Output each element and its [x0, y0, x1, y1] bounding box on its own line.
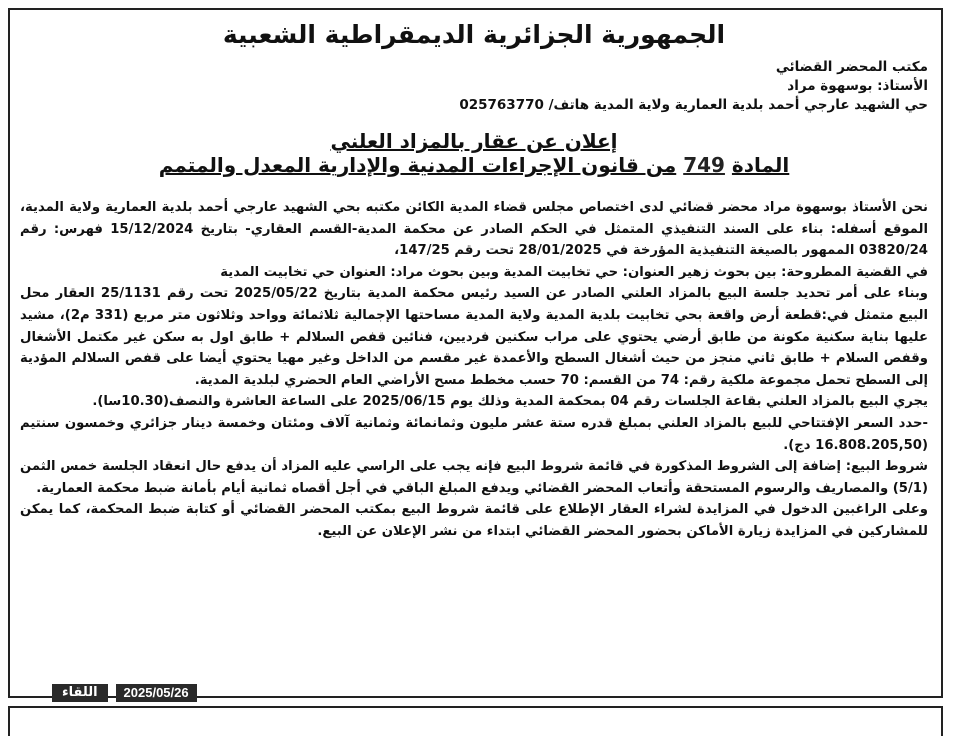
paragraph-auction-date: يجري البيع بالمزاد العلني بقاعة الجلسات رقم 04 بمحكمة المدية وذلك يوم 2025/06/15 على الساعة العاشرة والنصف(10.30سا). — [92, 394, 928, 410]
paragraph-intro: نحن الأستاذ بوسهوة مراد محضر قضائي لدى اختصاص مجلس قضاء المدية الكائن مكتبه بحي الشهيد عارجي أحمد بلدية العمارية ولاية المدية، الموقع أسفله: بناء على السند التنفيذي المتمثل في الحكم الصادر عن محكمة المدية-القسم العقاري- بتاريخ 15/12/2024 فهرس: رقم 03820/24 الممهور بالصيغة التنفيذية المؤرخة في 28/01/2025 تحت رقم 147/25، — [20, 200, 928, 259]
next-document-border — [8, 706, 943, 736]
office-address: حي الشهيد عارجي أحمد بلدية العمارية ولاية المدية هاتف/ 025763770 — [459, 97, 928, 113]
paragraph-parties: في القضية المطروحة: بين بحوث زهير العنوان: حي تخابيت المدية وبين بحوث مراد: العنوان حي تخابيت المدية — [220, 264, 928, 280]
article-prefix: المادة — [731, 153, 790, 177]
office-name: مكتب المحضر القضائي — [775, 59, 928, 75]
notice-body — [20, 197, 928, 543]
article-law: من قانون الإجراءات المدنية والإدارية المعدل والمتمم — [158, 153, 677, 177]
bailiff-name: الأستاذ: بوسهوة مراد — [787, 78, 928, 94]
page-title: الجمهورية الجزائرية الديمقراطية الشعبية — [222, 20, 726, 49]
announcement-heading — [20, 129, 928, 177]
paragraph-opening-price: -حدد السعر الإفتتاحي للبيع بالمزاد العلني بمبلغ قدره ستة عشر مليون وثمانمائة وثمانية آلاف ومئتان وخمسة دينار جزائري وخمسون سنتيم (16.808.205,50 دج). — [20, 415, 928, 453]
paragraph-property: وبناء على أمر تحديد جلسة البيع بالمزاد العلني الصادر عن السيد رئيس محكمة المدية بتاريخ 2025/05/22 تحت رقم 25/1131 العقار محل البيع متمثل في:قطعة أرض واقعة بحي تخابيت بلدية المدية ولاية المدية مساحتها الإجمالية ثلاثمائة وواحد وثلاثون متر مربع (331 م2)، مشيد عليها بناية سكنية مكونة من طابق أرضي يحتوي على مراب سكنين فرديين، فنائين قفص السلالم + طابق اول به سكن غير مكتمل الأشغال وقفص السلام + طابق ثاني منجز من حيث أشغال السطح والأعمدة غير مقسم من الداخل وغير مهيا يحتوي أيضا على قفص السلالم المؤدية إلى السطح تحمل مجموعة ملكية رقم: 74 من القسم: 70 حسب مخطط مسح الأراضي العام الحضري لبلدية المدية. — [20, 286, 928, 388]
paragraph-sale-conditions: شروط البيع: إضافة إلى الشروط المذكورة في قائمة شروط البيع فإنه يجب على الراسي عليه المزاد أن يدفع حال انعقاد الجلسة خمس الثمن (5/1) والمصاريف والرسوم المستحقة وأتعاب المحضر القضائي ويدفع المبلغ الباقي في أجل أقصاه ثمانية أيام بأمانة ضبط محكمة العمارية. — [20, 459, 928, 496]
publication-date: 2025/05/26 — [116, 684, 197, 702]
announcement-title: إعلان عن عقار بالمزاد العلني — [330, 129, 618, 153]
footer — [52, 683, 197, 703]
article-number: 749 — [683, 153, 725, 177]
office-info — [20, 58, 928, 115]
newspaper-name: اللقاء — [52, 684, 108, 702]
paragraph-participation: وعلى الراغبين الدخول في المزايدة لشراء العقار الإطلاع على قائمة شروط البيع بمكتب المحضر القضائي أو كتابة ضبط المحكمة، كما يمكن للمشاركين في المزايدة زيارة الأماكن بحضور المحضر القضائي ابتداء من نشر الإعلان عن البيع. — [20, 502, 928, 539]
legal-notice — [20, 12, 928, 543]
